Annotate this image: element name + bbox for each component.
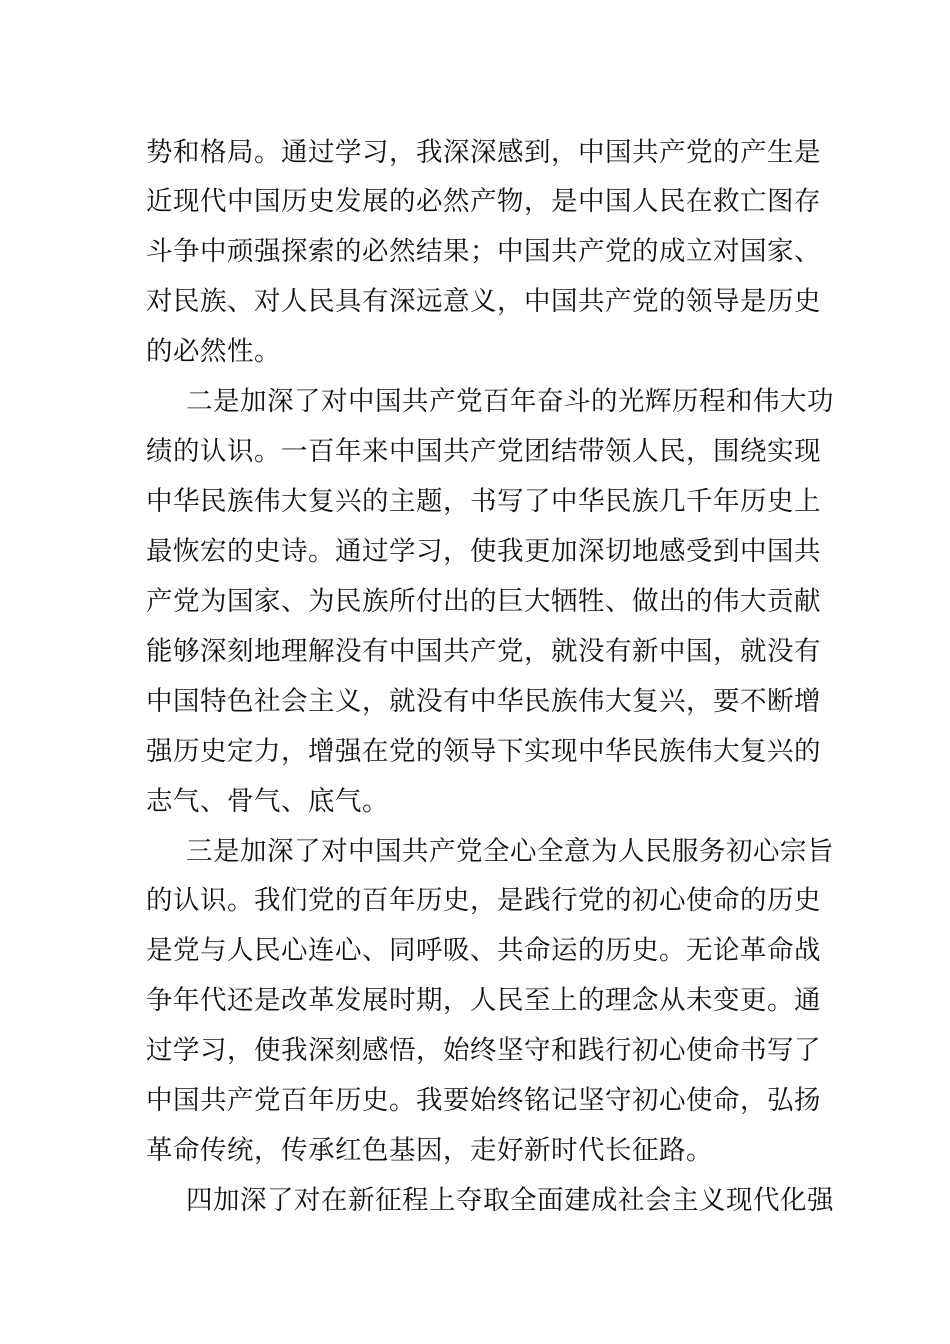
- text-line: 中国特色社会主义，就没有中华民族伟大复兴，要不断增: [146, 686, 821, 717]
- text-line: 的认识。我们党的百年历史，是践行党的初心使命的历史: [146, 885, 821, 916]
- text-line: 最恢宏的史诗。通过学习，使我更加深切地感受到中国共: [146, 536, 821, 567]
- paragraph-first-line: 四加深了对在新征程上夺取全面建成社会主义现代化强: [186, 1185, 834, 1216]
- text-line: 斗争中顽强探索的必然结果；中国共产党的成立对国家、: [146, 236, 821, 267]
- paragraph-first-line: 三是加深了对中国共产党全心全意为人民服务初心宗旨: [186, 836, 834, 867]
- text-line: 是党与人民心连心、同呼吸、共命运的历史。无论革命战: [146, 935, 821, 966]
- text-line: 争年代还是改革发展时期，人民至上的理念从未变更。通: [146, 985, 821, 1016]
- text-line: 志气、骨气、底气。: [146, 786, 389, 817]
- text-line: 近现代中国历史发展的必然产物，是中国人民在救亡图存: [146, 186, 821, 217]
- text-line: 革命传统，传承红色基因，走好新时代长征路。: [146, 1135, 713, 1166]
- text-line: 能够深刻地理解没有中国共产党，就没有新中国，就没有: [146, 636, 821, 667]
- text-line: 势和格局。通过学习，我深深感到，中国共产党的产生是: [146, 137, 821, 168]
- paragraph-first-line: 二是加深了对中国共产党百年奋斗的光辉历程和伟大功: [186, 386, 834, 417]
- text-line: 中国共产党百年历史。我要始终铭记坚守初心使命，弘扬: [146, 1085, 821, 1116]
- text-line: 强历史定力，增强在党的领导下实现中华民族伟大复兴的: [146, 736, 821, 767]
- text-line: 对民族、对人民具有深远意义，中国共产党的领导是历史: [146, 286, 821, 317]
- text-line: 绩的认识。一百年来中国共产党团结带领人民，围绕实现: [146, 436, 821, 467]
- text-line: 产党为国家、为民族所付出的巨大牺牲、做出的伟大贡献: [146, 586, 821, 617]
- text-line: 的必然性。: [146, 336, 281, 367]
- text-line: 中华民族伟大复兴的主题，书写了中华民族几千年历史上: [146, 486, 821, 517]
- text-line: 过学习，使我深刻感悟，始终坚守和践行初心使命书写了: [146, 1035, 821, 1066]
